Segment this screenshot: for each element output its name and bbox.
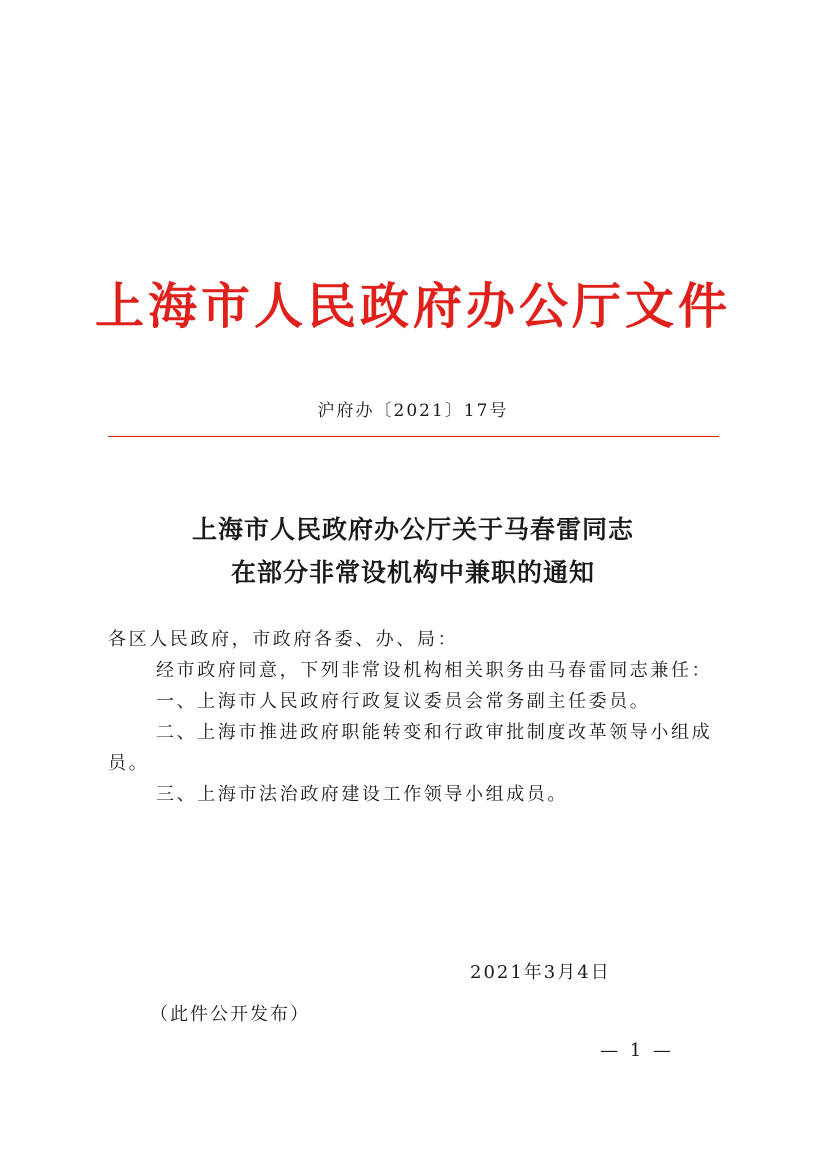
issue-date: 2021年3月4日 xyxy=(470,962,611,983)
body-paragraph: 二、上海市推进政府职能转变和行政审批制度改革领导小组成员。 xyxy=(108,722,713,774)
notice-title-line-1: 上海市人民政府办公厅关于马春雷同志 xyxy=(191,515,634,544)
issuer-title: 上海市人民政府办公厅文件 xyxy=(94,278,731,335)
notice-body xyxy=(108,624,719,810)
document-number: 沪府办〔2021〕17号 xyxy=(317,401,509,421)
body-paragraph: 经市政府同意，下列非常设机构相关职务由马春雷同志兼任： xyxy=(156,660,713,681)
page-number: — 1 — xyxy=(600,1040,674,1061)
recipients-line: 各区人民政府，市政府各委、办、局： xyxy=(108,629,459,650)
publish-note: （此件公开发布） xyxy=(150,1004,310,1025)
red-divider-line xyxy=(108,436,719,437)
body-paragraph: 三、上海市法治政府建设工作领导小组成员。 xyxy=(156,784,568,805)
notice-title xyxy=(0,508,826,594)
notice-title-line-2: 在部分非常设机构中兼职的通知 xyxy=(230,558,595,587)
body-paragraph: 一、上海市人民政府行政复议委员会常务副主任委员。 xyxy=(156,691,651,712)
